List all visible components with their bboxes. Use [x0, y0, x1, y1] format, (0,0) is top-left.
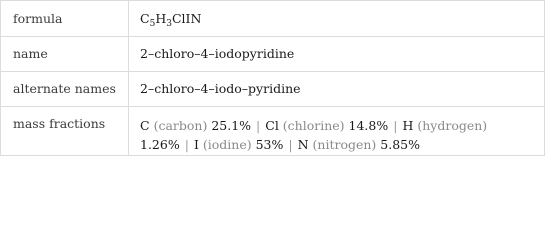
formula-part: C	[140, 11, 150, 26]
element-percent: 5.85%	[380, 137, 421, 152]
mass-fractions-label: mass fractions	[13, 116, 106, 131]
table-row-alternate-names	[1, 72, 545, 107]
table-row-mass-fractions	[1, 107, 545, 156]
table-row-name	[1, 37, 545, 72]
row-label	[1, 72, 129, 107]
row-value	[129, 37, 545, 72]
row-label	[1, 107, 129, 156]
element-name: (hydrogen)	[417, 118, 488, 133]
row-value	[129, 107, 545, 156]
element-name: (carbon)	[153, 118, 208, 133]
name-label: name	[13, 46, 48, 61]
element-symbol: N	[297, 137, 309, 152]
element-symbol: H	[402, 118, 414, 133]
alternate-names-label: alternate names	[13, 81, 116, 96]
formula-subscript: 5	[149, 19, 156, 29]
element-symbol: Cl	[265, 118, 279, 133]
row-value	[129, 1, 545, 37]
alternate-names-value: 2–chloro–4–iodo–pyridine	[140, 81, 301, 96]
separator: |	[256, 118, 261, 133]
element-symbol: I	[193, 137, 199, 152]
mass-fraction-item	[265, 118, 388, 133]
separator: |	[393, 118, 398, 133]
mass-fractions-list	[140, 107, 544, 154]
element-percent: 1.26%	[140, 137, 180, 152]
chemical-formula	[140, 1, 544, 27]
formula-part: H	[155, 11, 167, 26]
formula-label: formula	[13, 11, 63, 26]
element-name: (chlorine)	[282, 118, 345, 133]
element-name: (iodine)	[202, 137, 252, 152]
element-percent: 14.8%	[348, 118, 389, 133]
element-symbol: C	[140, 118, 150, 133]
row-label	[1, 37, 129, 72]
formula-subscript: 3	[166, 19, 172, 29]
mass-fraction-item	[140, 118, 251, 133]
separator: |	[288, 137, 293, 152]
formula-part: ClIN	[171, 11, 202, 26]
element-percent: 25.1%	[211, 118, 252, 133]
element-name: (nitrogen)	[312, 137, 377, 152]
separator: |	[184, 137, 189, 152]
mass-fraction-item	[194, 137, 283, 152]
row-value	[129, 72, 545, 107]
element-percent: 53%	[255, 137, 284, 152]
row-label	[1, 1, 129, 37]
mass-fraction-item	[298, 137, 420, 152]
compound-name: 2–chloro–4–iodopyridine	[140, 46, 295, 61]
table-row-formula	[1, 1, 545, 37]
